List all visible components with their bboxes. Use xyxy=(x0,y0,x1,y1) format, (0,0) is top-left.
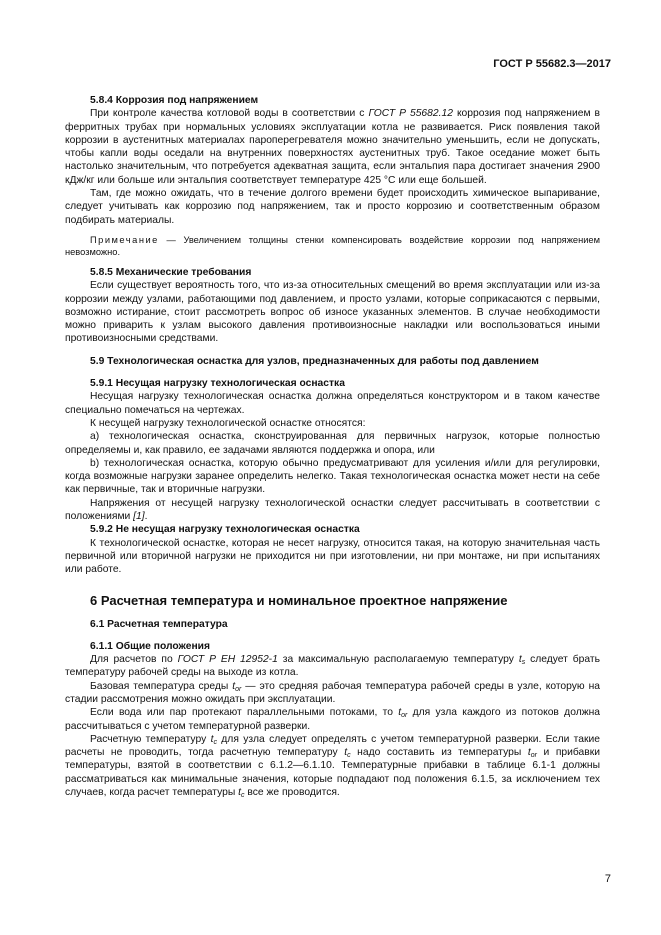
paragraph xyxy=(65,706,600,733)
heading-6: 6 Расчетная температура и номинальное проектное напряжение xyxy=(90,592,508,608)
text: коррозия под напряжением в ферритных трубах при нормальных условиях эксплуатации котла не развивается. Риск появления такой коррозии в аустенитных материалах пароперегревателя можно значительно уменьшить, если не допускать, чтобы капли воды оседали на внутренних поверхностях аустенитных труб. Такое оседание может быть настолько значительным, что потребуется адекватная защита, если энтальпия пара достигает значения 2900 кДж/кг или больше или энтальпия соответствует температуре 425 °С или еще большей. xyxy=(65,108,600,186)
text: следует брать температуру рабочей среды на выходе из котла. xyxy=(65,654,600,679)
page-number: 7 xyxy=(604,873,611,885)
note-text: — Увеличением толщины стенки компенсировать воздействие коррозии под напряжением невозможно. xyxy=(65,234,600,258)
paragraph: Там, где можно ожидать, что в течение долгого времени будет происходить химическое выпаривание, следует учитывать как коррозию под напряжением, так и просто коррозию и соответственным образом подбирать материалы. xyxy=(65,188,600,226)
text: и прибавки температуры, взятой в соответствии с 6.1.2—6.1.10. Температурные прибавки в таблице 6.1-1 должны рассматриваться как минимальные значения, которые подпадают под положения 6.1.5, за исключением тех случаев, когда расчет температуры xyxy=(65,747,600,799)
symbol: t xyxy=(232,680,236,692)
reference-link: ГОСТ Р ЕН 12952-1 xyxy=(177,654,278,666)
text: . xyxy=(144,511,148,523)
symbol: t xyxy=(518,654,522,666)
paragraph xyxy=(65,107,600,187)
reference-link: ГОСТ Р 55682.12 xyxy=(368,108,453,120)
text: — это средняя рабочая температура рабочей среды в узле, которую на стадии рассмотрения можно ожидать при эксплуатации. xyxy=(65,680,600,705)
symbol: t xyxy=(210,733,214,745)
text: Напряжения от несущей нагрузку технологической оснастки следует рассчитывать в соответствии с положениями xyxy=(65,497,600,523)
text: для узла следует определять с учетом температурной разверки. Если такие расчеты не проводить, тогда расчетную температуру xyxy=(65,733,600,759)
symbol-subscript: or xyxy=(530,752,537,760)
heading-5-9-1: 5.9.1 Несущая нагрузку технологическая оснастка xyxy=(90,378,345,390)
document-code-header: ГОСТ Р 55682.3—2017 xyxy=(493,58,611,70)
text: Если вода или пар протекают параллельными потоками, то xyxy=(90,707,399,719)
heading-5-9: 5.9 Технологическая оснастка для узлов, предназначенных для работы под давлением xyxy=(90,355,539,367)
text: для узла каждого из потоков должна рассчитываться с учетом температурной разверки. xyxy=(65,707,601,732)
symbol-subscript: c xyxy=(213,738,217,746)
page-body xyxy=(65,94,600,799)
paragraph xyxy=(65,653,600,680)
paragraph xyxy=(65,680,600,707)
text: Для расчетов по xyxy=(90,654,178,666)
heading-5-8-5: 5.8.5 Механические требования xyxy=(90,266,252,278)
note-label: Примечание xyxy=(90,234,159,245)
reference-link: [1] xyxy=(133,511,145,523)
list-item: a) технологическая оснастка, сконструированная для первичных нагрузок, которые полностью определяемы и, как правило, ее задачами являются поддержка и опора, или xyxy=(65,431,600,456)
symbol: t xyxy=(398,707,402,719)
symbol-subscript: s xyxy=(521,659,526,667)
paragraph: Если существует вероятность того, что из-за относительных смещений во время эксплуатации или из-за коррозии между узлами, работающими под давлением, и просто узлами, которые соприкасаются с первыми, возможно истирание, стоит рассмотреть вопрос об износе указанных элементов. В случае необходимости можно приварить к узлам высокого давления противоизносные накладки или воспользоваться иными противоизносными средствами. xyxy=(65,280,600,345)
heading-5-9-2: 5.9.2 Не несущая нагрузку технологическая оснастка xyxy=(90,524,360,536)
paragraph: К несущей нагрузку технологической оснастке относятся: xyxy=(90,417,366,429)
symbol-subscript: or xyxy=(401,712,408,720)
symbol-subscript: or xyxy=(235,685,242,693)
note xyxy=(65,234,600,259)
text: надо составить из температуры xyxy=(350,747,528,759)
paragraph: Несущая нагрузку технологическая оснастка должна определяться конструктором и в таком качестве специально помечаться на чертежах. xyxy=(65,391,600,416)
text: за максимальную располагаемую температуру xyxy=(277,654,519,666)
heading-6-1: 6.1 Расчетная температура xyxy=(90,618,228,630)
paragraph: К технологической оснастке, которая не несет нагрузку, относится такая, на которую значительная часть первичной или вторичной нагрузки не приходится ни при изготовлении, ни при монтаже, ни при испытаниях или работе. xyxy=(65,537,600,576)
text: При контроле качества котловой воды в соответствии с xyxy=(90,108,369,120)
symbol: t xyxy=(344,747,348,759)
text: все же проводится. xyxy=(244,787,340,799)
symbol: t xyxy=(238,787,242,799)
symbol-subscript: c xyxy=(241,792,245,800)
symbol-subscript: c xyxy=(347,752,351,760)
list-item: b) технологическая оснастка, которую обычно предусматривают для усиления и/или для регулировки, когда возможные нагрузки заранее определить нелегко. Такая технологическая оснастка может нести на себе как первичные, так и вторичные нагрузки. xyxy=(65,457,600,496)
paragraph xyxy=(65,733,600,799)
paragraph xyxy=(65,497,600,524)
text: Базовая температура среды xyxy=(90,680,233,692)
text: Расчетную температуру xyxy=(90,733,211,745)
heading-5-8-4: 5.8.4 Коррозия под напряжением xyxy=(90,95,259,106)
heading-6-1-1: 6.1.1 Общие положения xyxy=(90,640,210,652)
symbol: t xyxy=(527,747,531,759)
